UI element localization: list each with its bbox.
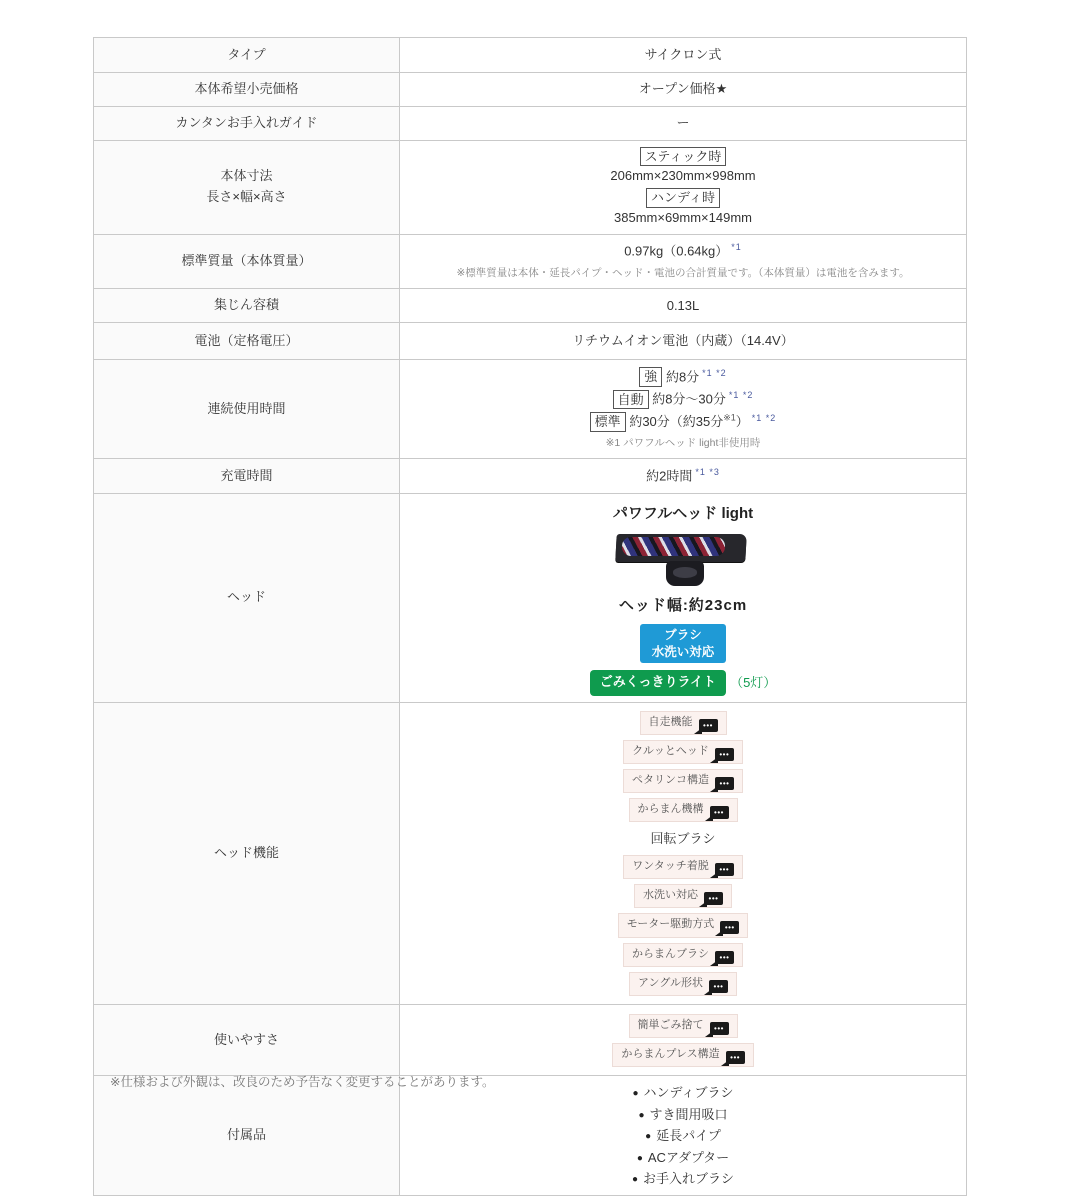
- handy-mode-value: 385mm×69mm×149mm: [614, 209, 752, 225]
- spec-row-head-features: [94, 703, 966, 1006]
- accessory-item: ● 延長パイプ: [645, 1128, 721, 1144]
- tooltip-bubble-icon: [710, 806, 729, 819]
- feature-badge-one-touch-detach[interactable]: ワンタッチ着脱 •••: [623, 855, 743, 879]
- feature-badge-flat-structure[interactable]: ペタリンコ構造 •••: [623, 769, 743, 793]
- spec-row-type: [94, 38, 966, 73]
- vacuum-head-image: [614, 532, 752, 588]
- row-value-care-guide: ー: [676, 115, 690, 131]
- spec-row-usability: [94, 1005, 966, 1076]
- accessory-item: ● すき間用吸口: [638, 1106, 728, 1122]
- stick-mode-value: 206mm×230mm×998mm: [610, 168, 756, 184]
- runtime-auto-footnote-marker: *1 *2: [728, 390, 754, 401]
- spec-row-runtime: [94, 360, 966, 459]
- bullet-icon: ●: [638, 1109, 645, 1121]
- runtime-strong-tag: 強: [639, 367, 662, 387]
- row-label-runtime: 連続使用時間: [94, 360, 400, 458]
- runtime-auto-value: 約8分～30分: [652, 391, 726, 407]
- row-label-dimensions: [94, 141, 400, 234]
- spec-row-dimensions: [94, 141, 966, 235]
- footer-note-partial: ※仕様および外観は、改良のため予告なく変更することがあります。: [110, 1075, 495, 1089]
- brush-washable-line1: ブラシ: [664, 627, 702, 642]
- runtime-strong-line: [639, 367, 726, 387]
- row-label-weight: 標準質量（本体質量）: [94, 235, 400, 288]
- head-width-text: ヘッド幅:約23cm: [618, 597, 748, 615]
- row-label-accessories: 付属品: [94, 1076, 400, 1195]
- accessory-item: ● ACアダプター: [636, 1149, 730, 1165]
- runtime-auto-line: [613, 389, 754, 409]
- feature-badge-angle-shape[interactable]: アングル形状 •••: [629, 972, 737, 996]
- spec-row-price: [94, 73, 966, 107]
- runtime-standard-value: 約30分（約35分$^{※1}$）: [629, 412, 749, 430]
- feature-badge-easy-dust-disposal[interactable]: 簡単ごみ捨て •••: [629, 1014, 738, 1038]
- dimensions-label-line1: 本体寸法: [220, 168, 273, 184]
- tooltip-bubble-icon: [720, 921, 739, 934]
- weight-note: ※標準質量は本体・延長パイプ・ヘッド・電池の合計質量です。（本体質量）は電池を含みます。: [456, 267, 910, 280]
- row-label-usability: 使いやすさ: [94, 1005, 400, 1075]
- spec-row-dust-capacity: [94, 289, 966, 323]
- tooltip-bubble-icon: [715, 863, 734, 876]
- accessory-item: ● お手入れブラシ: [631, 1170, 735, 1186]
- runtime-note: ※1 パワフルヘッド light非使用時: [605, 437, 761, 450]
- row-value-head-features: [400, 703, 966, 1005]
- row-value-charge-time: [400, 459, 966, 493]
- row-value-type: サイクロン式: [644, 46, 722, 62]
- row-value-dust-capacity: 0.13L: [666, 297, 700, 313]
- runtime-inner-footnote-marker: ※1: [723, 412, 736, 423]
- tooltip-bubble-icon: [699, 719, 718, 732]
- weight-footnote-marker: *1: [731, 241, 742, 252]
- runtime-standard-footnote-marker: *1 *2: [751, 412, 777, 423]
- tooltip-bubble-icon: [726, 1051, 745, 1064]
- feature-badge-swivel-head[interactable]: クルッとヘッド •••: [623, 740, 743, 764]
- tooltip-bubble-icon: [715, 748, 734, 761]
- runtime-auto-tag: 自動: [613, 390, 649, 410]
- brush-washable-badge: [640, 624, 727, 664]
- dust-light-line: [590, 670, 777, 695]
- spec-row-head: [94, 494, 966, 702]
- feature-badge-anti-tangle-mechanism[interactable]: からまん機構 •••: [629, 798, 738, 822]
- tooltip-bubble-icon: [709, 980, 728, 993]
- feature-badge-anti-tangle-press[interactable]: からまんプレス構造 •••: [612, 1043, 753, 1067]
- weight-value: 0.97kg（0.64kg） $^{*1}$: [624, 241, 742, 259]
- row-value-usability: [400, 1005, 966, 1075]
- handy-mode-tag: ハンディ時: [646, 188, 720, 208]
- runtime-strong-value: 約8分: [665, 369, 700, 385]
- row-value-dimensions: [400, 141, 966, 234]
- row-label-battery: 電池（定格電圧）: [94, 323, 400, 359]
- row-label-charge-time: 充電時間: [94, 459, 400, 493]
- product-spec-table: [93, 37, 967, 1196]
- spec-row-weight: [94, 235, 966, 289]
- runtime-standard-line: [590, 412, 777, 432]
- feature-badge-motor-drive[interactable]: モーター駆動方式 •••: [618, 913, 749, 937]
- row-label-price: 本体希望小売価格: [94, 73, 400, 106]
- rotating-brush-text: 回転ブラシ: [650, 830, 716, 846]
- row-value-accessories: [400, 1076, 966, 1195]
- bullet-icon: ●: [636, 1152, 643, 1164]
- row-value-battery: リチウムイオン電池（内蔵）（14.4V）: [572, 332, 794, 348]
- brush-washable-line2: 水洗い対応: [651, 644, 715, 659]
- tooltip-bubble-icon: [715, 951, 734, 964]
- row-label-head-features: ヘッド機能: [94, 703, 400, 1005]
- charge-time-value: 約2時間 $^{*1 *3}$: [646, 466, 720, 484]
- stick-mode-tag: スティック時: [640, 147, 727, 167]
- feature-badge-self-propelled[interactable]: 自走機能 •••: [640, 711, 727, 735]
- spec-row-charge-time: [94, 459, 966, 494]
- spec-row-accessories: [94, 1076, 966, 1195]
- runtime-standard-tag: 標準: [590, 412, 626, 432]
- dimensions-label-line2: 長さ×幅×高さ: [206, 189, 287, 205]
- spec-row-battery: [94, 323, 966, 360]
- spec-row-care-guide: [94, 107, 966, 141]
- row-value-price: オープン価格★: [638, 81, 728, 97]
- row-label-head: ヘッド: [94, 494, 400, 701]
- charge-time-footnote-marker: *1 *3: [695, 466, 720, 477]
- runtime-strong-footnote-marker: *1 *2: [702, 367, 727, 378]
- feature-badge-anti-tangle-brush[interactable]: からまんブラシ •••: [623, 943, 743, 967]
- bullet-icon: ●: [631, 1173, 639, 1185]
- tooltip-bubble-icon: [704, 892, 723, 905]
- tooltip-bubble-icon: [715, 777, 734, 790]
- bullet-icon: ●: [632, 1088, 639, 1100]
- feature-badge-washable[interactable]: 水洗い対応 •••: [634, 884, 732, 908]
- row-value-head: [400, 494, 966, 701]
- dust-light-badge: ごみくっきりライト: [590, 670, 726, 695]
- tooltip-bubble-icon: [710, 1022, 729, 1035]
- row-label-dust-capacity: 集じん容積: [94, 289, 400, 322]
- head-product-title: パワフルヘッド light: [612, 505, 754, 523]
- row-label-care-guide: カンタンお手入れガイド: [94, 107, 400, 140]
- bullet-icon: ●: [645, 1131, 652, 1143]
- row-value-runtime: [400, 360, 966, 458]
- dust-light-count: （5灯）: [730, 674, 777, 690]
- vacuum-head-roller: [622, 537, 725, 556]
- accessory-item: ● ハンディブラシ: [632, 1085, 734, 1101]
- row-label-type: タイプ: [94, 38, 400, 72]
- row-value-weight: [400, 235, 966, 288]
